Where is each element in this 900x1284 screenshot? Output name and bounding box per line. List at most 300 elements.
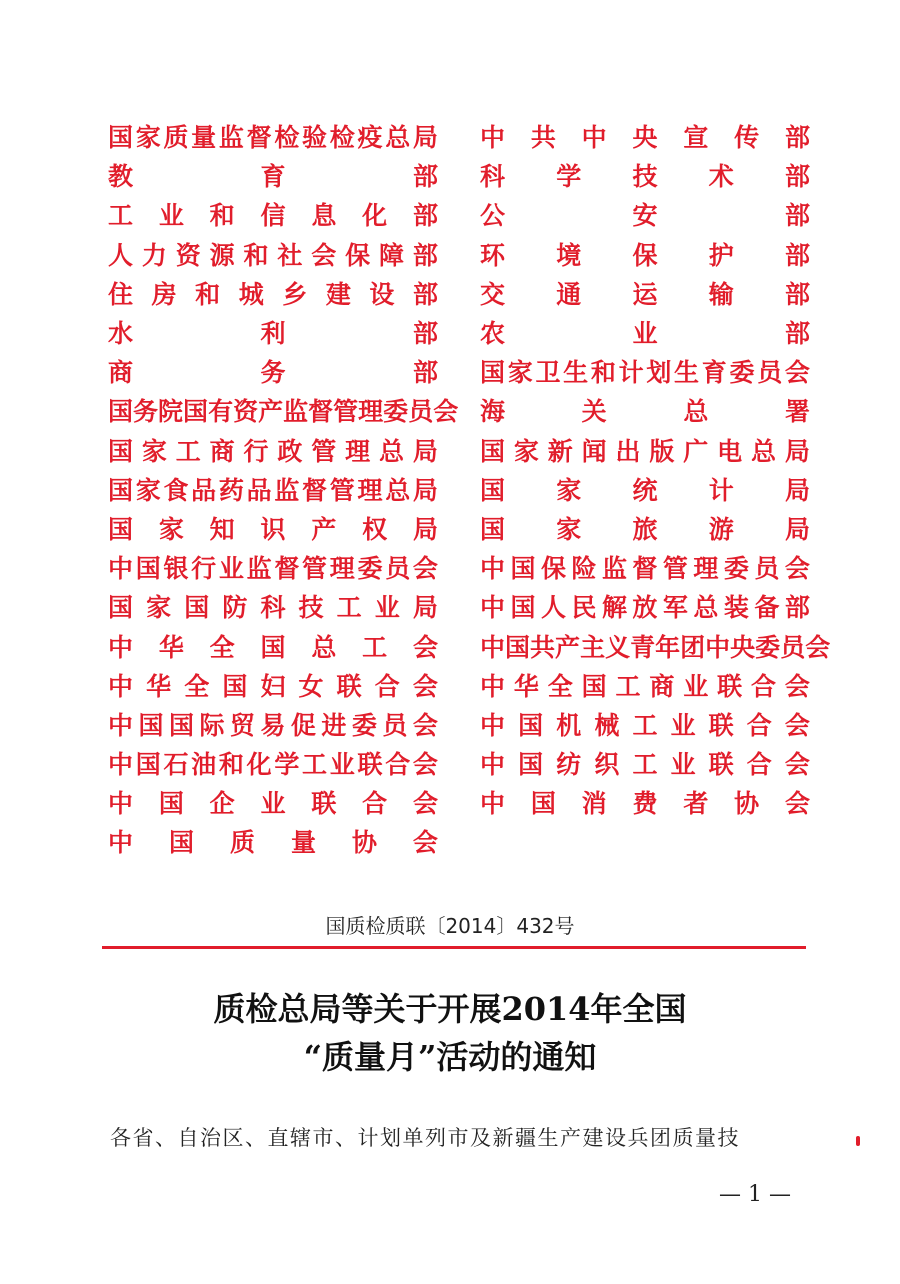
issuer-char: 国 <box>510 554 536 584</box>
issuer-char: 境 <box>556 240 582 270</box>
issuer-char: 育 <box>701 358 727 388</box>
issuer-char: 织 <box>594 750 620 780</box>
issuer-char: 会 <box>311 240 337 270</box>
issuer-char: 员 <box>754 554 780 584</box>
issuer-char: 督 <box>632 554 658 584</box>
issuer-char: 合 <box>374 671 400 701</box>
issuer-char: 工 <box>302 750 328 780</box>
issuer-char: 卫 <box>535 358 561 388</box>
issuer-name <box>108 196 438 235</box>
issuer-char: 联 <box>717 671 743 701</box>
issuer-char: 者 <box>683 789 709 819</box>
issuer-char: 化 <box>246 750 272 780</box>
issuer-char: 国 <box>108 397 134 427</box>
issuer-char: 监 <box>274 475 300 505</box>
issuer-char: 会 <box>805 632 831 662</box>
issuer-name <box>480 157 810 196</box>
issuer-char: 总 <box>379 436 405 466</box>
issuer-char: 际 <box>199 710 225 740</box>
issuer-char: 科 <box>480 162 506 192</box>
issuer-char: 统 <box>632 475 658 505</box>
issuer-char: 总 <box>751 436 777 466</box>
issuer-char: 督 <box>308 397 334 427</box>
issuer-char: 家 <box>507 358 533 388</box>
issuer-char: 住 <box>108 279 134 309</box>
issuer-char: 局 <box>412 514 438 544</box>
issuer-name <box>108 432 438 471</box>
issuer-char: 房 <box>151 279 177 309</box>
issuer-char: 合 <box>751 671 777 701</box>
issuer-char: 业 <box>683 671 709 701</box>
issuer-char: 安 <box>632 201 658 231</box>
issuer-char: 会 <box>412 828 438 858</box>
issuer-char: 部 <box>412 201 438 231</box>
issuer-char: 社 <box>277 240 303 270</box>
issuer-char: 生 <box>674 358 700 388</box>
issuer-char: 妇 <box>260 671 286 701</box>
issuer-char: 理 <box>358 397 384 427</box>
issuer-char: 部 <box>412 358 438 388</box>
issuer-char: 中 <box>108 750 134 780</box>
issuer-char: 会 <box>784 750 810 780</box>
issuer-char: 业 <box>158 201 184 231</box>
issuer-char: 共 <box>530 123 556 153</box>
issuer-char: 资 <box>175 240 201 270</box>
issuer-char: 人 <box>108 240 134 270</box>
issuer-char: 联 <box>708 750 734 780</box>
issuer-char: 部 <box>784 162 810 192</box>
document-title <box>0 985 900 1081</box>
issuer-char: 督 <box>302 475 328 505</box>
issuer-char: 药 <box>218 475 244 505</box>
issuer-name <box>480 353 810 392</box>
issuer-char: 家 <box>556 475 582 505</box>
issuer-name <box>480 510 810 549</box>
issuer-char: 和 <box>195 279 221 309</box>
issuer-name <box>108 510 438 549</box>
issuer-name <box>108 275 438 314</box>
issuer-name <box>480 627 831 666</box>
issuer-char: 国 <box>518 750 544 780</box>
issuer-char: 管 <box>329 475 355 505</box>
issuer-char: 督 <box>246 123 272 153</box>
issuer-char: 督 <box>274 554 300 584</box>
issuer-char: 识 <box>260 514 286 544</box>
issuer-char: 资 <box>233 397 259 427</box>
issuer-char: 质 <box>229 828 255 858</box>
issuer-name <box>480 471 810 510</box>
issuer-char: 员 <box>757 358 783 388</box>
issuer-char: 全 <box>184 671 210 701</box>
issuer-char: 和 <box>209 201 235 231</box>
issuer-char: 共 <box>530 632 556 662</box>
issuer-char: 务 <box>133 397 159 427</box>
issuer-char: 国 <box>168 710 194 740</box>
issuer-char: 军 <box>662 593 688 623</box>
issuer-char: 协 <box>351 828 377 858</box>
issuer-char: 石 <box>163 750 189 780</box>
issuer-char: 费 <box>632 789 658 819</box>
issuer-char: 险 <box>571 554 597 584</box>
issuer-char: 部 <box>412 240 438 270</box>
issuer-char: 国 <box>135 554 161 584</box>
issuer-char: 合 <box>746 710 772 740</box>
issuer-char: 息 <box>311 201 337 231</box>
issuer-char: 央 <box>730 632 756 662</box>
issuer-char: 院 <box>158 397 184 427</box>
issuer-char: 会 <box>412 789 438 819</box>
issuer-name <box>108 157 438 196</box>
issuer-char: 水 <box>108 319 134 349</box>
issuer-char: 年 <box>655 632 681 662</box>
issuer-name <box>480 667 810 706</box>
issuer-char: 旅 <box>632 514 658 544</box>
issuer-char: 学 <box>274 750 300 780</box>
issuer-char: 业 <box>218 554 244 584</box>
issuer-char: 和 <box>218 750 244 780</box>
issuer-char: 海 <box>480 397 506 427</box>
issuer-char: 验 <box>302 123 328 153</box>
addressee-line: 各省、自治区、直辖市、计划单列市及新疆生产建设兵团质量技 <box>110 1126 740 1150</box>
issuer-char: 务 <box>260 358 286 388</box>
issuer-char: 国 <box>581 671 607 701</box>
issuer-char: 商 <box>209 436 235 466</box>
issuer-char: 联 <box>708 710 734 740</box>
issuer-char: 全 <box>547 671 573 701</box>
issuer-char: 电 <box>717 436 743 466</box>
issuer-char: 质 <box>163 123 189 153</box>
issuer-char: 国 <box>480 436 506 466</box>
issuer-char: 局 <box>784 475 810 505</box>
issuer-char: 华 <box>513 671 539 701</box>
issuer-char: 女 <box>298 671 324 701</box>
issuer-name <box>108 353 438 392</box>
issuer-char: 设 <box>369 279 395 309</box>
issuer-char: 城 <box>238 279 264 309</box>
issuer-char: 会 <box>784 554 810 584</box>
issuer-char: 理 <box>357 475 383 505</box>
red-separator-rule <box>102 946 806 949</box>
issuer-char: 权 <box>362 514 388 544</box>
issuer-char: 政 <box>277 436 303 466</box>
issuer-char: 局 <box>784 436 810 466</box>
issuer-char: 局 <box>784 514 810 544</box>
issuer-char: 中 <box>108 710 134 740</box>
issuer-char: 商 <box>649 671 675 701</box>
issuer-char: 贸 <box>229 710 255 740</box>
issuer-char: 会 <box>412 710 438 740</box>
issuer-char: 放 <box>632 593 658 623</box>
issuer-char: 管 <box>662 554 688 584</box>
issuer-char: 会 <box>433 397 459 427</box>
issuer-char: 工 <box>108 201 134 231</box>
issuer-char: 署 <box>784 397 810 427</box>
issuer-char: 中 <box>108 789 134 819</box>
issuer-char: 部 <box>784 593 810 623</box>
issuer-char: 工 <box>632 750 658 780</box>
issuer-name <box>108 118 438 157</box>
issuer-char: 委 <box>383 397 409 427</box>
issuer-char: 乡 <box>282 279 308 309</box>
issuer-char: 国 <box>480 358 506 388</box>
issuer-char: 部 <box>784 201 810 231</box>
issuer-char: 保 <box>345 240 371 270</box>
issuer-char: 业 <box>329 750 355 780</box>
issuer-char: 备 <box>754 593 780 623</box>
issuer-char: 械 <box>594 710 620 740</box>
issuer-char: 央 <box>632 123 658 153</box>
issuer-char: 部 <box>412 162 438 192</box>
issuer-name <box>108 706 438 745</box>
issuer-char: 理 <box>693 554 719 584</box>
issuer-char: 产 <box>258 397 284 427</box>
issuer-char: 部 <box>412 279 438 309</box>
issuer-name <box>108 627 438 666</box>
issuer-char: 行 <box>191 554 217 584</box>
issuer-char: 新 <box>547 436 573 466</box>
issuer-char: 管 <box>311 436 337 466</box>
issuer-char: 家 <box>141 436 167 466</box>
issuer-char: 国 <box>260 632 286 662</box>
issuer-char: 青 <box>630 632 656 662</box>
issuer-char: 联 <box>311 789 337 819</box>
issuer-char: 监 <box>246 554 272 584</box>
issuer-char: 保 <box>540 554 566 584</box>
issuer-list-right <box>480 118 831 823</box>
issuer-name <box>108 667 438 706</box>
issuer-char: 总 <box>385 123 411 153</box>
issuer-char: 部 <box>784 240 810 270</box>
issuer-char: 计 <box>618 358 644 388</box>
issuer-name <box>108 392 459 431</box>
issuer-char: 闻 <box>581 436 607 466</box>
issuer-char: 管 <box>333 397 359 427</box>
issuer-char: 会 <box>412 750 438 780</box>
issuer-char: 中 <box>480 750 506 780</box>
issuer-char: 监 <box>601 554 627 584</box>
issuer-name <box>480 118 810 157</box>
issuer-char: 中 <box>108 632 134 662</box>
issuer-char: 国 <box>108 475 134 505</box>
issuer-char: 知 <box>209 514 235 544</box>
issuer-char: 华 <box>146 671 172 701</box>
issuer-char: 家 <box>135 475 161 505</box>
issuer-char: 中 <box>480 789 506 819</box>
issuer-char: 机 <box>556 710 582 740</box>
issuer-name <box>108 549 438 588</box>
issuer-char: 会 <box>784 671 810 701</box>
issuer-name <box>480 236 810 275</box>
issuer-char: 版 <box>649 436 675 466</box>
issuer-char: 国 <box>510 593 536 623</box>
issuer-char: 中 <box>108 828 134 858</box>
issuer-name <box>108 823 438 862</box>
issuer-char: 业 <box>374 593 400 623</box>
issuer-char: 量 <box>290 828 316 858</box>
issuer-char: 国 <box>138 710 164 740</box>
issuer-char: 中 <box>705 632 731 662</box>
issuer-char: 中 <box>108 554 134 584</box>
issuer-char: 委 <box>357 554 383 584</box>
issuer-char: 有 <box>208 397 234 427</box>
issuer-char: 国 <box>505 632 531 662</box>
issuer-name <box>480 706 810 745</box>
issuer-char: 行 <box>243 436 269 466</box>
page-number: — 1 — <box>719 1182 791 1207</box>
issuer-char: 产 <box>311 514 337 544</box>
issuer-char: 工 <box>362 632 388 662</box>
issuer-char: 中 <box>108 671 134 701</box>
issuer-char: 总 <box>683 397 709 427</box>
issuer-char: 中 <box>480 554 506 584</box>
issuer-char: 建 <box>325 279 351 309</box>
issuer-char: 中 <box>480 593 506 623</box>
issuer-char: 业 <box>632 319 658 349</box>
issuer-char: 员 <box>385 554 411 584</box>
issuer-char: 国 <box>518 710 544 740</box>
issuer-char: 国 <box>184 593 210 623</box>
issuer-char: 装 <box>723 593 749 623</box>
issuer-char: 检 <box>274 123 300 153</box>
issuer-char: 国 <box>222 671 248 701</box>
issuer-char: 进 <box>321 710 347 740</box>
issuer-char: 人 <box>540 593 566 623</box>
issuer-char: 国 <box>108 436 134 466</box>
issuer-char: 员 <box>780 632 806 662</box>
issuer-char: 环 <box>480 240 506 270</box>
issuer-char: 会 <box>412 554 438 584</box>
issuer-char: 联 <box>336 671 362 701</box>
issuer-name <box>108 236 438 275</box>
issuer-char: 国 <box>158 789 184 819</box>
issuer-char: 源 <box>209 240 235 270</box>
issuer-char: 委 <box>755 632 781 662</box>
issuer-char: 国 <box>183 397 209 427</box>
issuer-name <box>108 314 438 353</box>
issuer-char: 监 <box>218 123 244 153</box>
issuer-char: 和 <box>590 358 616 388</box>
issuer-char: 部 <box>412 319 438 349</box>
issuer-char: 理 <box>329 554 355 584</box>
issuer-char: 促 <box>290 710 316 740</box>
issuer-char: 信 <box>260 201 286 231</box>
issuer-char: 管 <box>302 554 328 584</box>
issuer-char: 团 <box>680 632 706 662</box>
issuer-char: 油 <box>191 750 217 780</box>
issuer-char: 家 <box>158 514 184 544</box>
issuer-char: 国 <box>108 514 134 544</box>
issuer-char: 企 <box>209 789 235 819</box>
issuer-char: 计 <box>708 475 734 505</box>
issuer-char: 国 <box>108 593 134 623</box>
issuer-char: 总 <box>385 475 411 505</box>
issuer-char: 商 <box>108 358 134 388</box>
issuer-char: 局 <box>412 436 438 466</box>
issuer-char: 解 <box>601 593 627 623</box>
issuer-char: 国 <box>480 475 506 505</box>
issuer-char: 中 <box>581 123 607 153</box>
issuer-char: 育 <box>260 162 286 192</box>
issuer-char: 工 <box>175 436 201 466</box>
issuer-char: 中 <box>480 710 506 740</box>
issuer-char: 游 <box>708 514 734 544</box>
issuer-char: 理 <box>345 436 371 466</box>
issuer-char: 输 <box>708 279 734 309</box>
issuer-char: 员 <box>382 710 408 740</box>
issuer-name <box>480 392 810 431</box>
issuer-char: 义 <box>605 632 631 662</box>
issuer-char: 总 <box>693 593 719 623</box>
issuer-char: 家 <box>513 436 539 466</box>
issuer-char: 合 <box>746 750 772 780</box>
issuer-char: 工 <box>615 671 641 701</box>
issuer-list-left <box>108 118 459 863</box>
issuer-name <box>480 784 810 823</box>
issuer-char: 会 <box>412 671 438 701</box>
issuer-name <box>480 314 810 353</box>
issuer-char: 食 <box>163 475 189 505</box>
issuer-char: 宣 <box>683 123 709 153</box>
issuer-char: 品 <box>191 475 217 505</box>
issuer-char: 技 <box>298 593 324 623</box>
issuer-name <box>108 588 438 627</box>
issuer-char: 家 <box>135 123 161 153</box>
issuer-char: 中 <box>480 632 506 662</box>
title-line-2: “质量月”活动的通知 <box>303 1038 597 1076</box>
issuer-char: 会 <box>412 632 438 662</box>
issuer-name <box>480 275 810 314</box>
issuer-char: 品 <box>246 475 272 505</box>
issuer-char: 会 <box>784 710 810 740</box>
issuer-char: 划 <box>646 358 672 388</box>
issuer-char: 主 <box>580 632 606 662</box>
issuer-char: 家 <box>556 514 582 544</box>
issuer-char: 合 <box>362 789 388 819</box>
issuer-char: 易 <box>260 710 286 740</box>
issuer-char: 部 <box>784 123 810 153</box>
issuer-char: 术 <box>708 162 734 192</box>
issuer-char: 部 <box>784 319 810 349</box>
issuer-char: 关 <box>581 397 607 427</box>
issuer-char: 联 <box>357 750 383 780</box>
document-number: 国质检质联〔2014〕432号 <box>325 914 575 938</box>
issuer-char: 部 <box>784 279 810 309</box>
issuer-char: 学 <box>556 162 582 192</box>
issuer-char: 银 <box>163 554 189 584</box>
issuer-name <box>480 196 810 235</box>
issuer-char: 保 <box>632 240 658 270</box>
issuer-char: 委 <box>351 710 377 740</box>
issuer-name <box>480 745 810 784</box>
issuer-char: 国 <box>530 789 556 819</box>
issuer-char: 总 <box>311 632 337 662</box>
issuer-char: 化 <box>362 201 388 231</box>
issuer-char: 中 <box>480 671 506 701</box>
issuer-char: 协 <box>734 789 760 819</box>
issuer-char: 广 <box>683 436 709 466</box>
title-line-1: 质检总局等关于开展2014年全国 <box>213 990 687 1028</box>
issuer-char: 护 <box>708 240 734 270</box>
issuer-char: 出 <box>615 436 641 466</box>
issuer-name <box>108 745 438 784</box>
issuer-char: 量 <box>191 123 217 153</box>
issuer-char: 交 <box>480 279 506 309</box>
issuer-char: 会 <box>784 789 810 819</box>
issuer-char: 力 <box>141 240 167 270</box>
issuer-char: 业 <box>670 750 696 780</box>
issuer-char: 国 <box>135 750 161 780</box>
issuer-char: 局 <box>412 123 438 153</box>
